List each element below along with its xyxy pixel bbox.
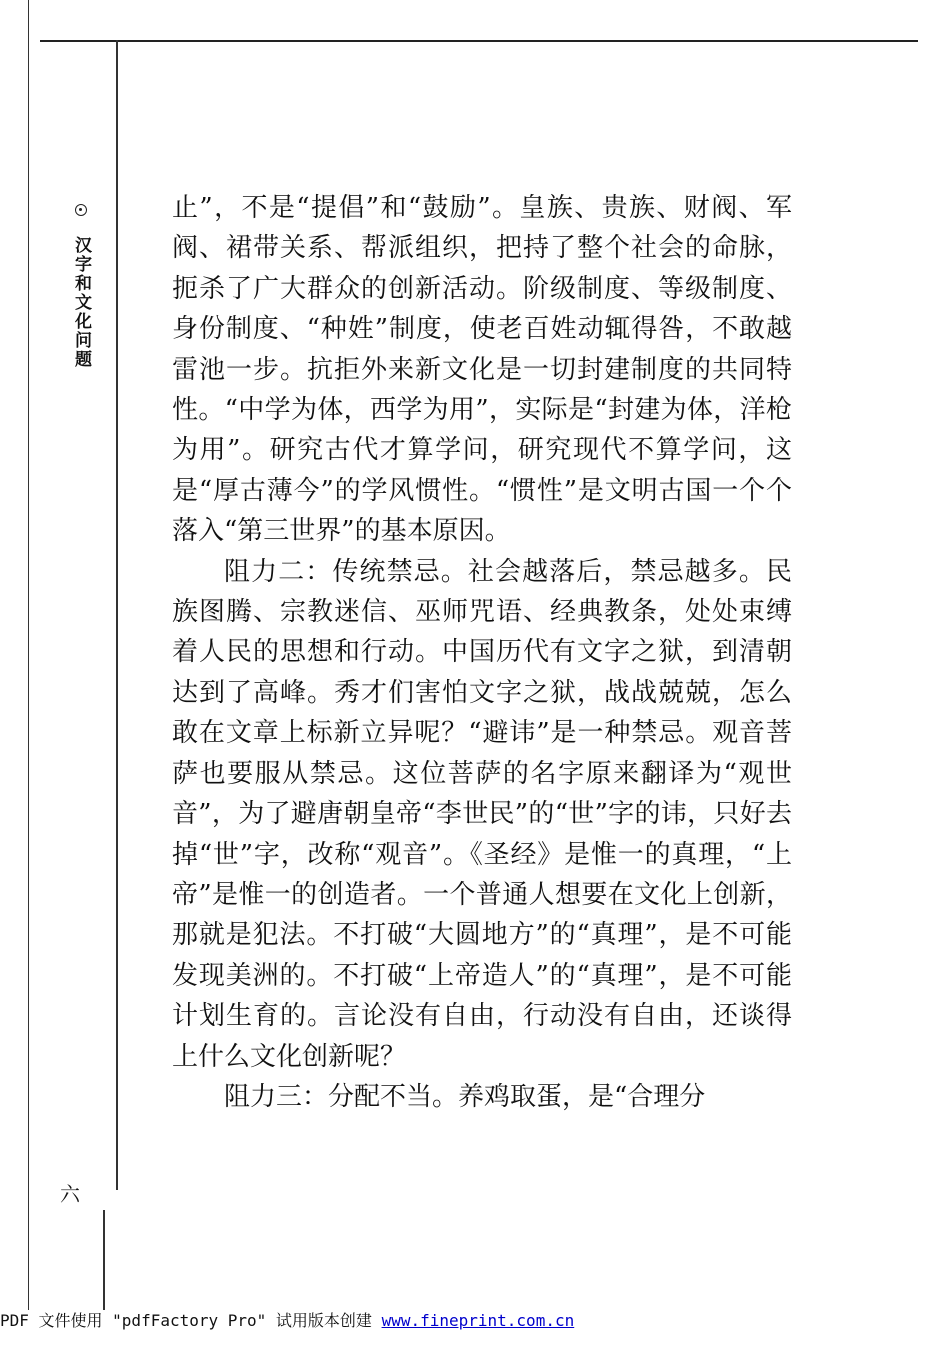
inner-margin-line bbox=[116, 40, 118, 1190]
paragraph-3: 阻力三：分配不当。养鸡取蛋，是“合理分 bbox=[224, 1081, 706, 1112]
left-margin-line bbox=[28, 0, 29, 1310]
body-text bbox=[172, 188, 792, 1117]
bullet-circle-icon bbox=[75, 204, 87, 216]
footer-link[interactable]: www.fineprint.com.cn bbox=[381, 1311, 575, 1330]
inner-margin-line-lower bbox=[103, 1210, 105, 1310]
footer-note bbox=[0, 1308, 574, 1331]
page-number: 六 bbox=[60, 1182, 80, 1206]
footer-note-text: PDF 文件使用 "pdfFactory Pro" 试用版本创建 bbox=[0, 1311, 382, 1330]
paragraph-1: 止”，不是“提倡”和“鼓励”。皇族、贵族、财阀、军阀、裙带关系、帮派组织，把持了整个社会的命脉，扼杀了广大群众的创新活动。阶级制度、等级制度、身份制度、“种姓”制度，使老百姓动辄得咎，不敢越雷池一步。抗拒外来新文化是一切封建制度的共同特性。“中学为体，西学为用”，实际是“封建为体，洋枪为用”。研究古代才算学问，研究现代不算学问，这是“厚古薄今”的学风惯性。“惯性”是文明古国一个个落入“第三世界”的基本原因。 bbox=[172, 193, 792, 547]
header-rule bbox=[40, 40, 918, 42]
running-title: 汉字和文化问题 bbox=[71, 236, 91, 369]
paragraph-2: 阻力二：传统禁忌。社会越落后，禁忌越多。民族图腾、宗教迷信、巫师咒语、经典教条，处处束缚着人民的思想和行动。中国历代有文字之狱，到清朝达到了高峰。秀才们害怕文字之狱，战战兢兢，怎么敢在文章上标新立异呢？“避讳”是一种禁忌。观音菩萨也要服从禁忌。这位菩萨的名字原来翻译为“观世音”，为了避唐朝皇帝“李世民”的“世”字的讳，只好去掉“世”字，改称“观音”。《圣经》是惟一的真理，“上帝”是惟一的创造者。一个普通人想要在文化上创新，那就是犯法。不打破“大圆地方”的“真理”，是不可能发现美洲的。不打破“上帝造人”的“真理”，是不可能计划生育的。言论没有自由，行动没有自由，还谈得上什么文化创新呢？ bbox=[172, 556, 792, 1072]
